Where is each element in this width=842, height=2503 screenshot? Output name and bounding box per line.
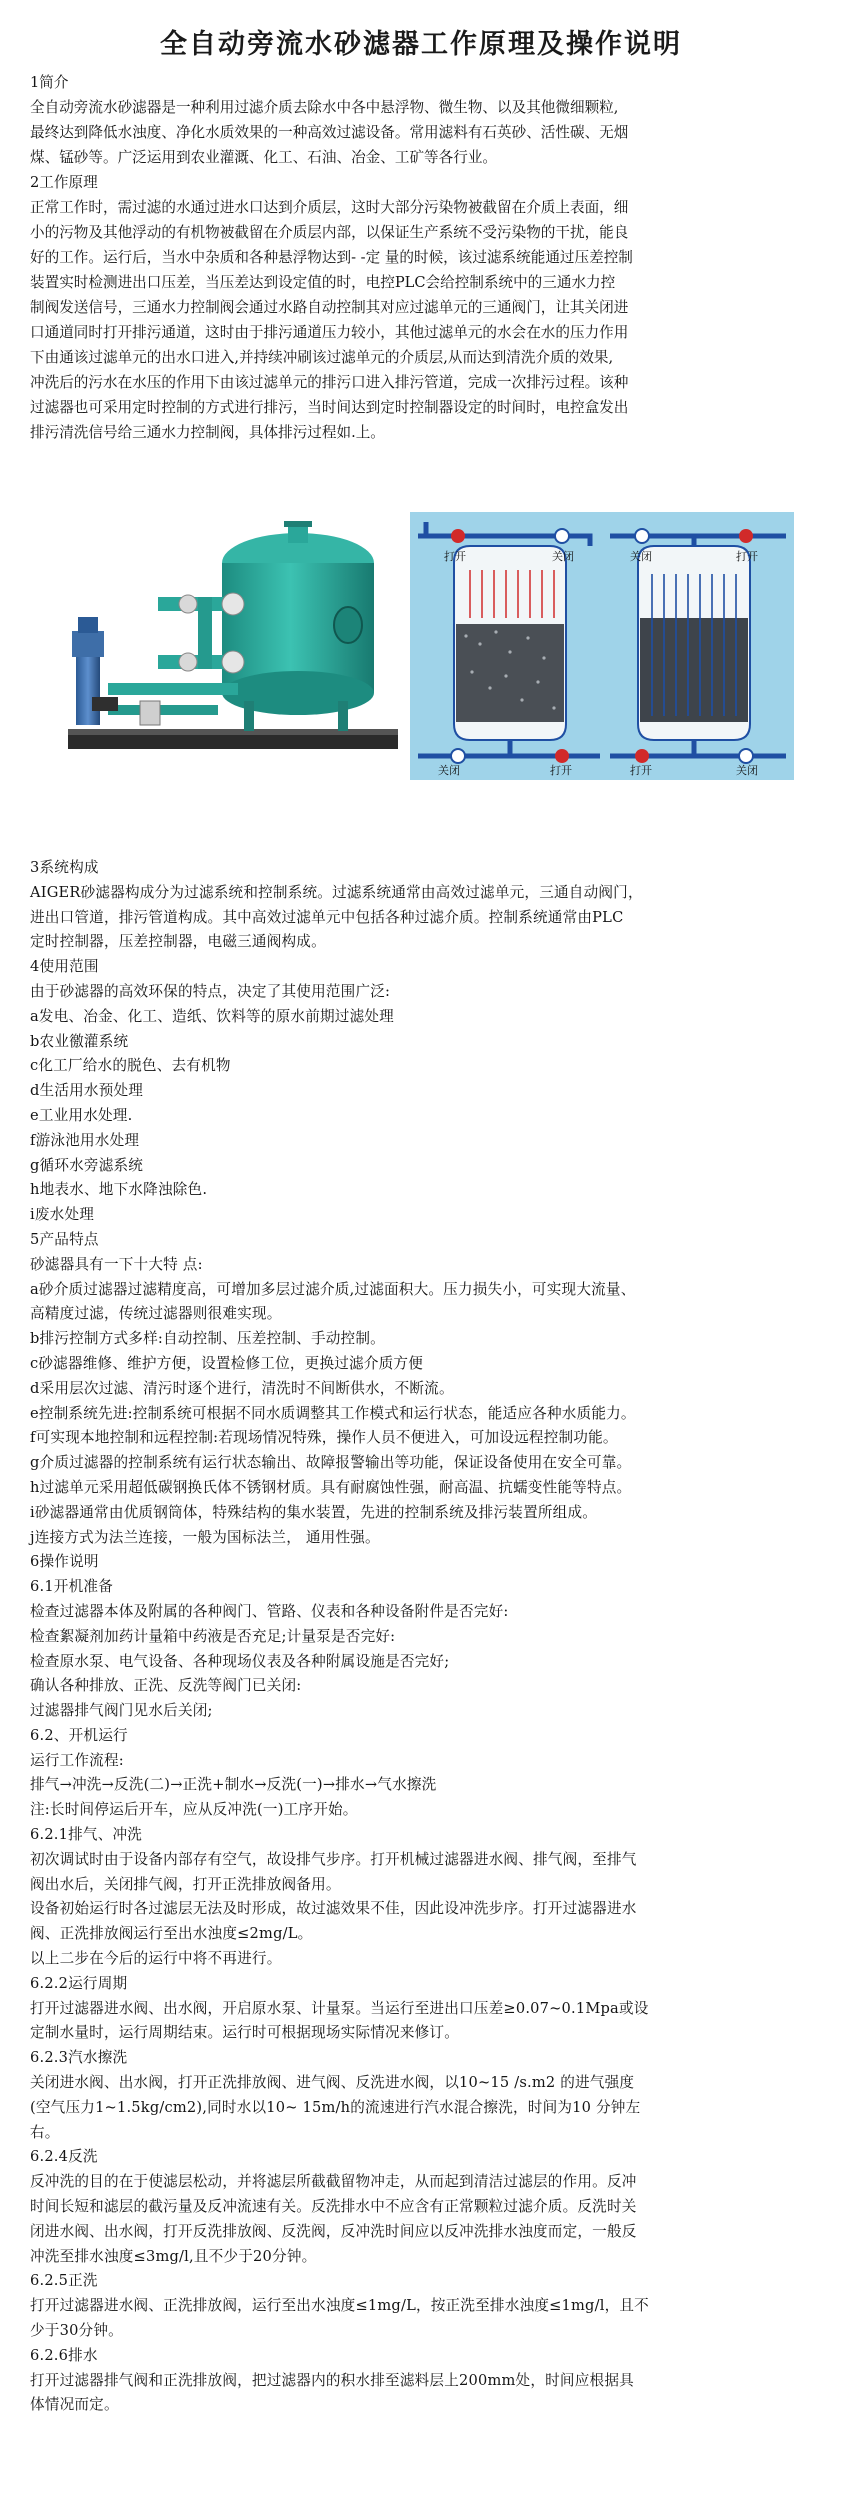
text-line: 小的污物及其他浮动的有机物被截留在介质层内部，以保证生产系统不受污染物的干扰，能良: [30, 224, 629, 241]
valve-label: 关闭: [552, 550, 574, 563]
text-line: 高精度过滤，传统过滤器则很难实现。: [30, 1305, 282, 1323]
text-line: 打开过滤器进水阀、正洗排放阀，运行至出水浊度≤1mg/L，按正洗至排水浊度≤1mg/l，且不: [30, 2297, 649, 2315]
text-line: 排气→冲洗→反洗(二)→正洗+制水→反洗(一)→排水→气水擦洗: [30, 1776, 437, 1794]
heading-system: 3系统构成: [30, 859, 99, 876]
text-line: 冲洗至排水浊度≤3mg/l,且不少于20分钟。: [30, 2247, 317, 2265]
valve-label: 打开: [550, 764, 572, 777]
list-item: b排污控制方式多样:自动控制、压差控制、手动控制。: [30, 1330, 385, 1348]
list-item: j连接方式为法兰连接，一般为国标法兰， 通用性强。: [30, 1528, 380, 1546]
valve-label: 打开: [630, 764, 652, 777]
text-line: 过滤器排气阀门见水后关闭;: [30, 1702, 213, 1720]
text-line: 阀出水后，关闭排气阀，打开正洗排放阀备用。: [30, 1875, 341, 1893]
text-line: 正常工作时，需过滤的水通过进水口达到介质层，这时大部分污染物被截留在介质上表面，细: [30, 199, 629, 216]
text-line: 定制水量时，运行周期结束。运行时可根据现场实际情况来修订。: [30, 2024, 460, 2042]
list-item: i废水处理: [30, 1206, 95, 1224]
subheading: 6.2.5正洗: [30, 2272, 98, 2290]
text-line: 关闭进水阀、出水阀，打开正洗排放阀、进气阀、反洗进水阀，以10~15 /s.m2 的进气强度: [30, 2074, 635, 2092]
heading-features: 5产品特点: [30, 1230, 99, 1248]
text-line: 少于30分钟。: [30, 2322, 123, 2340]
list-item: c砂滤器维修、维护方便，设置检修工位，更换过滤介质方便: [30, 1354, 424, 1372]
text-line: 打开过滤器排气阀和正洗排放阀，把过滤器内的积水排至滤料层上200mm处，时间应根据具: [30, 2371, 634, 2389]
text-line: 由于砂滤器的高效环保的特点，决定了其使用范围广泛:: [30, 982, 391, 1000]
sand-filter-photo: [48, 505, 408, 775]
list-item: d生活用水预处理: [30, 1082, 144, 1100]
subheading: 6.2.3汽水擦洗: [30, 2049, 128, 2067]
list-item: b农业徼灌系统: [30, 1032, 129, 1050]
text-line: 制阀发送信号，三通水力控制阀会通过水路自动控制其对应过滤单元的三通阀门，让其关闭进: [30, 299, 629, 316]
text-line: 时间长短和滤层的截污量及反冲流速有关。反洗排水中不应含有正常颗粒过滤介质。反洗时关: [30, 2198, 637, 2216]
text-line: 好的工作。运行后，当水中杂质和各种悬浮物达到- -定 量的时候，该过滤系统能通过压差控制: [30, 249, 633, 266]
heading-operation: 6操作说明: [30, 1553, 99, 1571]
heading-usage: 4使用范围: [30, 958, 99, 976]
list-item: g介质过滤器的控制系统有运行状态输出、故障报警输出等功能，保证设备使用在安全可靠。: [30, 1454, 632, 1472]
list-item: e控制系统先进:控制系统可根据不同水质调整其工作模式和运行状态，能适应各种水质能力。: [30, 1404, 636, 1422]
text-line: 全自动旁流水砂滤器是一种利用过滤介质去除水中各中悬浮物、微生物、以及其他微细颗粒,: [30, 99, 619, 116]
text-line: AIGER砂滤器构成分为过滤系统和控制系统。过滤系统通常由高效过滤单元，三通自动阀门，: [30, 883, 643, 901]
page-title: 全自动旁流水砂滤器工作原理及操作说明: [160, 29, 682, 60]
text-line: 定时控制器，压差控制器，电磁三通阀构成。: [30, 933, 326, 951]
list-item: d采用层次过滤、清污时逐个进行，清洗时不间断供水，不断流。: [30, 1379, 454, 1397]
subheading: 6.2、开机运行: [30, 1726, 128, 1744]
valve-label: 打开: [444, 550, 466, 563]
text-line: 以上二步在今后的运行中将不再进行。: [30, 1950, 282, 1968]
subheading: 6.2.1排气、冲洗: [30, 1826, 143, 1844]
text-line: 检查原水泵、电气设备、各种现场仪表及各种附属设施是否完好;: [30, 1652, 450, 1670]
text-line: 检查过滤器本体及附属的各种阀门、管路、仪表和各种设备附件是否完好:: [30, 1602, 509, 1620]
valve-label: 关闭: [438, 764, 460, 777]
subheading: 6.2.4反洗: [30, 2148, 98, 2166]
subheading: 6.2.2运行周期: [30, 1974, 128, 1992]
text-line: 排污清洗信号给三通水力控制阀，具体排污过程如.上。: [30, 424, 385, 441]
list-item: c化工厂给水的脱色、去有机物: [30, 1057, 231, 1075]
text-line: 过滤器也可采用定时控制的方式进行排污，当时间达到定时控制器设定的时间时，电控盒发出: [30, 399, 629, 416]
text-line: 右。: [30, 2123, 60, 2141]
text-line: 装置实时检测进出口压差，当压差达到设定值的时，电控PLC会给控制系统中的三通水力控: [30, 274, 616, 291]
text-line: 注:长时间停运后开车，应从反冲洗(一)工序开始。: [30, 1801, 358, 1819]
text-line: 闭进水阀、出水阀，打开反洗排放阀、反洗阀，反冲洗时间应以反冲洗排水浊度而定，一般反: [30, 2222, 637, 2240]
text-line: 初次调试时由于设备内部存有空气，故设排气步序。打开机械过滤器进水阀、排气阀，至排气: [30, 1850, 637, 1868]
list-item: g循环水旁滤系统: [30, 1156, 144, 1174]
list-item: f游泳池用水处理: [30, 1131, 140, 1149]
text-line: 检查絮凝剂加药计量箱中药液是否充足;计量泵是否完好:: [30, 1627, 396, 1645]
text-line: 冲洗后的污水在水压的作用下由该过滤单元的排污口进入排污管道，完成一次排污过程。该种: [30, 374, 629, 391]
valve-label: 关闭: [630, 550, 652, 563]
text-line: 确认各种排放、正洗、反洗等阀门已关闭:: [30, 1677, 302, 1695]
text-line: 下由通该过滤单元的出水口进入,并持续冲刷该过滤单元的介质层,从而达到清洗介质的效果,: [30, 349, 614, 366]
list-item: a发电、冶金、化工、造纸、饮料等的原水前期过滤处理: [30, 1007, 394, 1025]
heading-intro: 1简介: [30, 74, 69, 91]
text-line: 阀、正洗排放阀运行至出水浊度≤2mg/L。: [30, 1925, 313, 1943]
list-item: h地表水、地下水降浊除色.: [30, 1181, 208, 1199]
working-principle-diagram: [410, 512, 794, 780]
list-item: e工业用水处理.: [30, 1106, 133, 1124]
text-line: 进出口管道，排污管道构成。其中高效过滤单元中包括各种过滤介质。控制系统通常由PLC: [30, 908, 624, 926]
text-line: 体情况而定。: [30, 2396, 119, 2414]
text-line: 砂滤器具有一下十大特 点:: [30, 1255, 203, 1273]
text-line: 反冲洗的目的在于使滤层松动，并将滤层所截截留物冲走，从而起到清洁过滤层的作用。反冲: [30, 2173, 637, 2191]
text-line: 口通道同时打开排污通道，这时由于排污通道压力较小，其他过滤单元的水会在水的压力作用: [30, 324, 629, 341]
heading-principle: 2工作原理: [30, 174, 98, 191]
list-item: f可实现本地控制和远程控制:若现场情况特殊，操作人员不便进入，可加设远程控制功能。: [30, 1429, 618, 1447]
valve-label: 打开: [736, 550, 758, 563]
list-item: a砂介质过滤器过滤精度高，可增加多层过滤介质,过滤面积大。压力损失小，可实现大流量、: [30, 1280, 636, 1298]
text-line: 煤、锰砂等。广泛运用到农业灌溉、化工、石油、冶金、工矿等各行业。: [30, 149, 498, 166]
subheading: 6.1开机准备: [30, 1578, 113, 1596]
list-item: i砂滤器通常由优质钢筒体，特殊结构的集水装置，先进的控制系统及排污装置所组成。: [30, 1503, 598, 1521]
text-line: 最终达到降低水浊度、净化水质效果的一种高效过滤设备。常用滤料有石英砂、活性碳、无烟: [30, 124, 629, 141]
list-item: h过滤单元采用超低碳钢换氏体不锈钢材质。具有耐腐蚀性强，耐高温、抗蠕变性能等特点。: [30, 1478, 632, 1496]
text-line: (空气压力1~1.5kg/cm2),同时水以10~ 15m/h的流速进行汽水混合擦洗，时间为10 分钟左: [30, 2098, 641, 2116]
subheading: 6.2.6排水: [30, 2346, 98, 2364]
text-line: 打开过滤器进水阀、出水阀，开启原水泵、计量泵。当运行至进出口压差≥0.07~0.1Mpa或设: [30, 1999, 649, 2017]
details-section: [30, 856, 802, 2418]
intro-section: [30, 70, 802, 445]
valve-label: 关闭: [736, 764, 758, 777]
text-line: 设备初始运行时各过滤层无法及时形成，故过滤效果不佳，因此设冲洗步序。打开过滤器进水: [30, 1900, 637, 1918]
text-line: 运行工作流程:: [30, 1751, 124, 1769]
